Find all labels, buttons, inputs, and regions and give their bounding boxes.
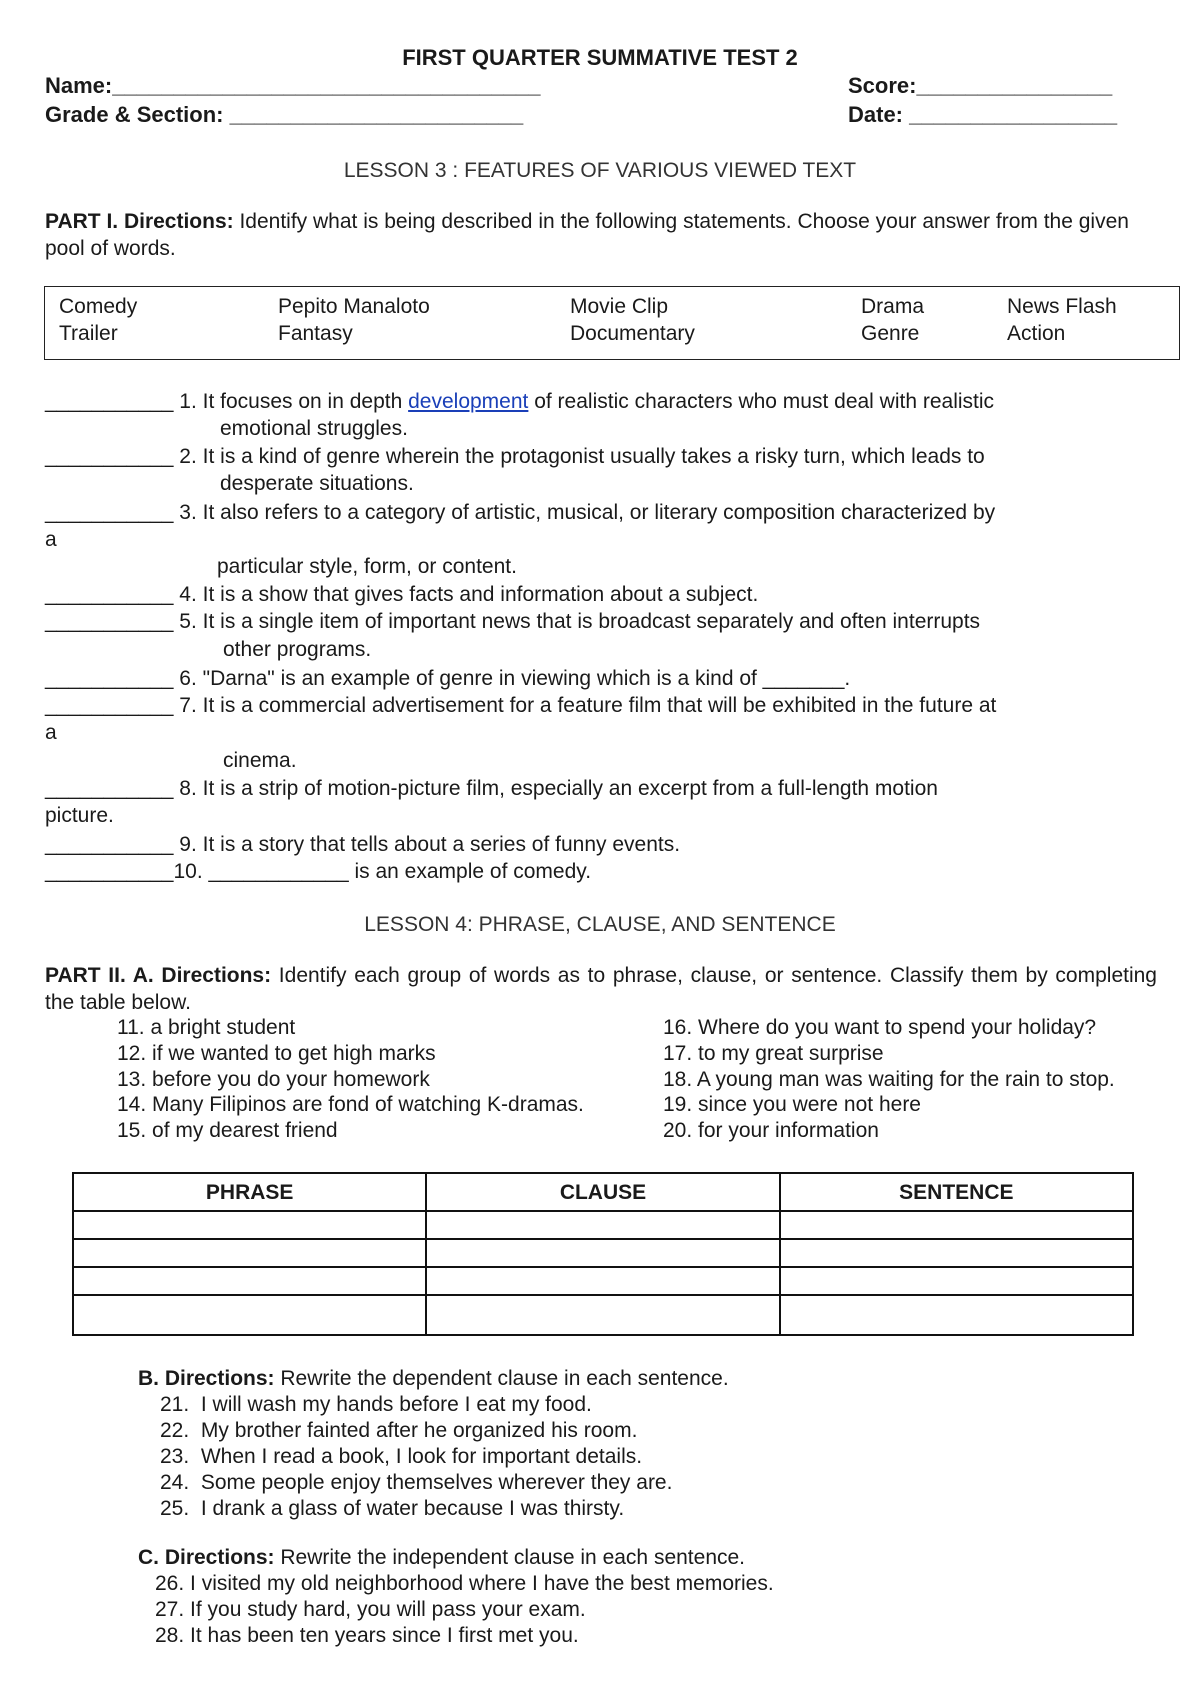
table-row bbox=[73, 1295, 1133, 1335]
item-1-cont: emotional struggles. bbox=[220, 417, 408, 440]
item-9: ___________ 9. It is a story that tells about a series of funny events. bbox=[45, 833, 681, 856]
classification-table bbox=[72, 1172, 1134, 1336]
page-title: FIRST QUARTER SUMMATIVE TEST 2 bbox=[402, 45, 798, 70]
item-6: ___________ 6. "Darna" is an example of genre in viewing which is a kind of _______. bbox=[45, 667, 851, 690]
list-item: 12. if we wanted to get high marks bbox=[117, 1042, 436, 1065]
part1-directions bbox=[45, 208, 1157, 262]
table-cell[interactable] bbox=[426, 1211, 779, 1239]
table-cell[interactable] bbox=[780, 1295, 1133, 1335]
table-row bbox=[73, 1211, 1133, 1239]
item-7-wrap: a bbox=[45, 721, 57, 744]
phrase-header: PHRASE bbox=[73, 1173, 426, 1211]
pool-word: Action bbox=[1007, 322, 1066, 345]
list-item: 24. Some people enjoy themselves wherever they are. bbox=[160, 1471, 673, 1494]
table-cell[interactable] bbox=[780, 1211, 1133, 1239]
table-cell[interactable] bbox=[73, 1239, 426, 1267]
item-7: ___________ 7. It is a commercial advertisement for a feature film that will be exhibited in the future at bbox=[45, 694, 997, 717]
table-cell[interactable] bbox=[73, 1267, 426, 1295]
pool-word: Movie Clip bbox=[570, 295, 669, 318]
pool-word: Trailer bbox=[59, 322, 118, 345]
list-item: 16. Where do you want to spend your holiday? bbox=[663, 1016, 1097, 1039]
item-5: ___________ 5. It is a single item of important news that is broadcast separately and often interrupts bbox=[45, 610, 981, 633]
partb-label: B. Directions: bbox=[138, 1367, 275, 1390]
table-cell[interactable] bbox=[426, 1267, 779, 1295]
partb-text: Rewrite the dependent clause in each sentence. bbox=[274, 1367, 729, 1390]
list-item: 25. I drank a glass of water because I was thirsty. bbox=[160, 1497, 625, 1520]
item-3-cont: particular style, form, or content. bbox=[217, 555, 517, 578]
item-8-wrap: picture. bbox=[45, 804, 114, 827]
table-cell[interactable] bbox=[426, 1295, 779, 1335]
list-item: 22. My brother fainted after he organized his room. bbox=[160, 1419, 638, 1442]
list-item: 18. A young man was waiting for the rain to stop. bbox=[663, 1068, 1115, 1091]
pool-word: Comedy bbox=[59, 295, 138, 318]
table-cell[interactable] bbox=[73, 1295, 426, 1335]
list-item: 15. of my dearest friend bbox=[117, 1119, 338, 1142]
pool-word: Genre bbox=[861, 322, 920, 345]
list-item: 14. Many Filipinos are fond of watching K-dramas. bbox=[117, 1093, 584, 1116]
grade-section-field: Grade & Section: ________________________ bbox=[45, 102, 524, 127]
clause-header: CLAUSE bbox=[426, 1173, 779, 1211]
table-cell[interactable] bbox=[780, 1267, 1133, 1295]
partc-directions bbox=[138, 1544, 745, 1571]
part1-label: PART I. Directions: bbox=[45, 210, 234, 233]
table-cell[interactable] bbox=[780, 1239, 1133, 1267]
name-field: Name:___________________________________ bbox=[45, 73, 541, 98]
item-5-cont: other programs. bbox=[223, 638, 372, 661]
lesson4-heading: LESSON 4: PHRASE, CLAUSE, AND SENTENCE bbox=[364, 913, 836, 936]
pool-word: Drama bbox=[861, 295, 925, 318]
part1-text: Identify what is being described in the following statements. Choose your answer from the given pool of words. bbox=[45, 210, 1129, 260]
table-row bbox=[73, 1267, 1133, 1295]
list-item: 27. If you study hard, you will pass your exam. bbox=[155, 1598, 586, 1621]
table-cell[interactable] bbox=[426, 1239, 779, 1267]
list-item: 20. for your information bbox=[663, 1119, 879, 1142]
pool-word: Fantasy bbox=[278, 322, 353, 345]
item-1-post: of realistic characters who must deal with realistic bbox=[528, 390, 995, 413]
item-8: ___________ 8. It is a strip of motion-picture film, especially an excerpt from a full-length motion bbox=[45, 777, 938, 800]
list-item: 26. I visited my old neighborhood where I have the best memories. bbox=[155, 1572, 774, 1595]
item-4: ___________ 4. It is a show that gives facts and information about a subject. bbox=[45, 583, 759, 606]
item-1 bbox=[45, 388, 994, 415]
item-10: ___________10. ____________ is an example of comedy. bbox=[45, 860, 592, 883]
lesson3-heading: LESSON 3 : FEATURES OF VARIOUS VIEWED TEXT bbox=[343, 159, 857, 182]
partc-text: Rewrite the independent clause in each sentence. bbox=[274, 1546, 746, 1569]
pool-word: News Flash bbox=[1007, 295, 1117, 318]
list-item: 28. It has been ten years since I first met you. bbox=[155, 1624, 579, 1647]
item-2-cont: desperate situations. bbox=[220, 472, 414, 495]
table-cell[interactable] bbox=[73, 1211, 426, 1239]
date-field: Date: _________________ bbox=[848, 102, 1118, 127]
item-3-wrap: a bbox=[45, 528, 57, 551]
table-row bbox=[73, 1239, 1133, 1267]
list-item: 13. before you do your homework bbox=[117, 1068, 430, 1091]
item-3: ___________ 3. It also refers to a category of artistic, musical, or literary composition characterized by bbox=[45, 501, 996, 524]
list-item: 19. since you were not here bbox=[663, 1093, 921, 1116]
word-pool-box bbox=[44, 286, 1180, 360]
item-7-cont: cinema. bbox=[223, 749, 297, 772]
score-field: Score:________________ bbox=[848, 73, 1113, 98]
pool-word: Pepito Manaloto bbox=[278, 295, 430, 318]
partb-directions bbox=[138, 1365, 729, 1392]
item-2: ___________ 2. It is a kind of genre wherein the protagonist usually takes a risky turn, which leads to bbox=[45, 445, 985, 468]
list-item: 21. I will wash my hands before I eat my food. bbox=[160, 1393, 592, 1416]
part2a-text: Identify each group of words as to phrase, clause, or sentence. Classify them by completing the table below. bbox=[45, 964, 1157, 1014]
list-item: 23. When I read a book, I look for important details. bbox=[160, 1445, 643, 1468]
sentence-header: SENTENCE bbox=[780, 1173, 1133, 1211]
development-link[interactable]: development bbox=[408, 390, 529, 413]
part2a-directions bbox=[45, 962, 1157, 1016]
list-item: 17. to my great surprise bbox=[663, 1042, 884, 1065]
partc-label: C. Directions: bbox=[138, 1546, 275, 1569]
item-1-pre: ___________ 1. It focuses on in depth bbox=[45, 390, 409, 413]
part2a-label: PART II. A. Directions: bbox=[45, 964, 272, 987]
pool-word: Documentary bbox=[570, 322, 695, 345]
list-item: 11. a bright student bbox=[117, 1016, 296, 1039]
